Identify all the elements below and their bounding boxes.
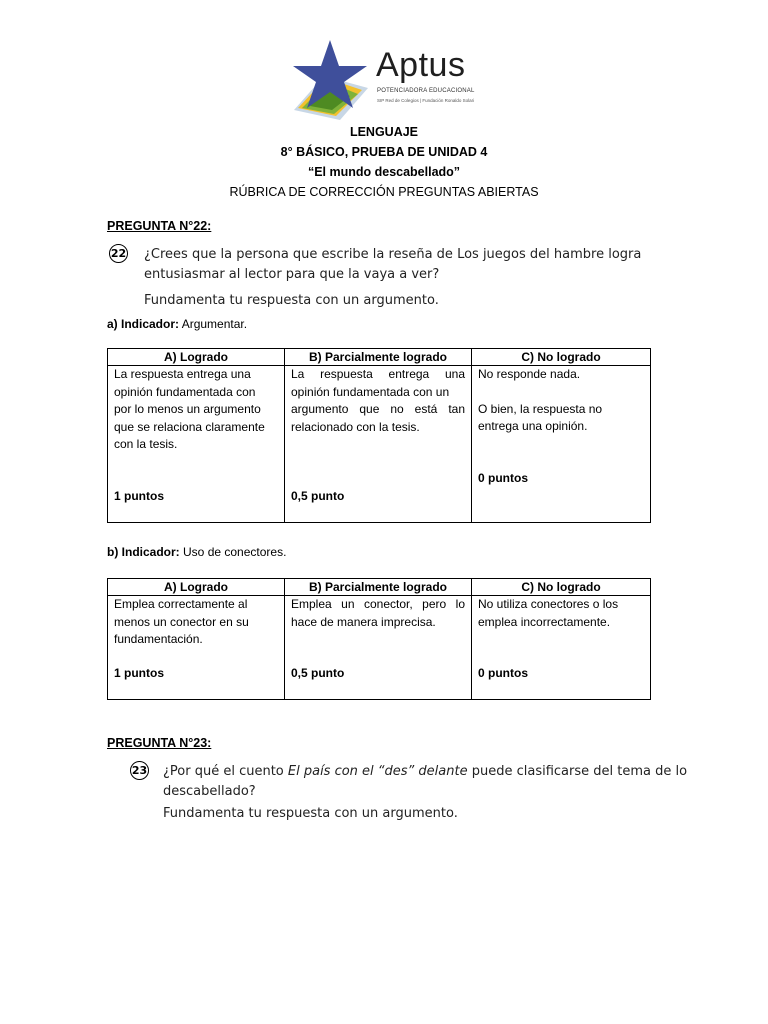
cell-line: que se relaciona claramente — [114, 419, 265, 434]
question-23-line-2: descabellado? — [163, 784, 256, 799]
question-23-line-1 — [163, 762, 687, 782]
question-22-title: PREGUNTA N°22: — [107, 219, 212, 233]
table-header-row — [108, 349, 651, 366]
cell-line: argumento que no está tan — [291, 402, 465, 416]
question-22-text — [144, 245, 641, 311]
points-no-logrado: 0 puntos — [478, 470, 528, 485]
cell-line: opinión fundamentada con — [114, 384, 256, 399]
question-22-line-2: entusiasmar al lector para que la vaya a ver? — [144, 267, 440, 282]
cell-line: por lo menos un argumento — [114, 402, 261, 416]
question-22-number: 22 — [109, 244, 128, 263]
cell-line: emplea incorrectamente. — [478, 614, 611, 629]
header-no-logrado: C) No logrado — [472, 349, 651, 366]
aptus-logo — [284, 38, 484, 122]
cell-line: fundamentación. — [114, 632, 203, 646]
cell-no-logrado — [472, 366, 651, 523]
header-logrado: A) Logrado — [108, 579, 285, 596]
rubric-table-a — [107, 348, 651, 523]
cell-line: No responde nada. — [478, 367, 581, 381]
points-parcialmente-logrado: 0,5 punto — [291, 665, 345, 680]
cell-line: relacionado con la tesis. — [291, 419, 420, 434]
cell-logrado — [108, 366, 285, 523]
unit-title: “El mundo descabellado” — [307, 165, 461, 179]
question-22-line-1: ¿Crees que la persona que escribe la reseña de Los juegos del hambre logra — [144, 247, 642, 262]
subject-heading: LENGUAJE — [349, 125, 419, 139]
cell-line: La respuesta entrega una — [291, 367, 465, 381]
cell-line: entrega una opinión. — [478, 419, 588, 433]
cell-line: Emplea correctamente al — [114, 597, 248, 611]
indicator-b — [107, 545, 286, 559]
cell-line: La respuesta entrega una — [114, 367, 251, 381]
indicator-b-label: b) Indicador: — [107, 545, 180, 559]
star-logo-icon — [284, 38, 376, 122]
indicator-a-label: a) Indicador: — [107, 317, 180, 331]
indicator-a-value: Argumentar. — [181, 317, 248, 331]
cell-logrado — [108, 596, 285, 700]
story-title: El país con el “des” delante — [287, 764, 468, 779]
cell-line: opinión fundamentada con un — [291, 384, 450, 399]
cell-parcialmente-logrado — [285, 366, 472, 523]
header-no-logrado: C) No logrado — [472, 579, 651, 596]
table-header-row — [108, 579, 651, 596]
question-23-line-3: Fundamenta tu respuesta con un argumento. — [163, 806, 458, 821]
points-no-logrado: 0 puntos — [478, 665, 528, 680]
table-row — [108, 366, 651, 523]
indicator-b-value: Uso de conectores. — [183, 545, 287, 559]
table-row — [108, 596, 651, 700]
cell-line: O bien, la respuesta no — [478, 401, 603, 416]
points-logrado: 1 puntos — [114, 488, 164, 503]
grade-heading: 8° BÁSICO, PRUEBA DE UNIDAD 4 — [280, 145, 488, 159]
logo-subline: SIP Red de Colegios | Fundación Ronaldo Solari — [377, 98, 475, 103]
cell-no-logrado — [472, 596, 651, 700]
cell-line: hace de manera imprecisa. — [291, 614, 436, 629]
header-parcialmente-logrado: B) Parcialmente logrado — [285, 579, 472, 596]
header-parcialmente-logrado: B) Parcialmente logrado — [285, 349, 472, 366]
question-23-line-1-post: puede clasificarse del tema de lo — [467, 764, 688, 779]
indicator-a — [107, 317, 247, 331]
cell-parcialmente-logrado — [285, 596, 472, 700]
question-23-title: PREGUNTA N°23: — [107, 736, 212, 750]
question-23-line-1-pre: ¿Por qué el cuento — [163, 764, 288, 779]
question-23-text — [163, 762, 687, 824]
cell-line: menos un conector en su — [114, 614, 249, 629]
logo-tagline: POTENCIADORA EDUCACIONAL — [377, 88, 475, 94]
points-logrado: 1 puntos — [114, 665, 164, 680]
cell-line: No utiliza conectores o los — [478, 597, 619, 611]
cell-line: Emplea un conector, pero lo — [291, 597, 465, 611]
question-22-line-3: Fundamenta tu respuesta con un argumento. — [144, 293, 439, 308]
document-title: RÚBRICA DE CORRECCIÓN PREGUNTAS ABIERTAS — [229, 185, 539, 199]
points-parcialmente-logrado: 0,5 punto — [291, 488, 345, 503]
cell-line: con la tesis. — [114, 437, 178, 451]
question-23-number: 23 — [130, 761, 149, 780]
rubric-table-b — [107, 578, 651, 700]
header-logrado: A) Logrado — [108, 349, 285, 366]
logo-name: Aptus — [376, 46, 466, 84]
